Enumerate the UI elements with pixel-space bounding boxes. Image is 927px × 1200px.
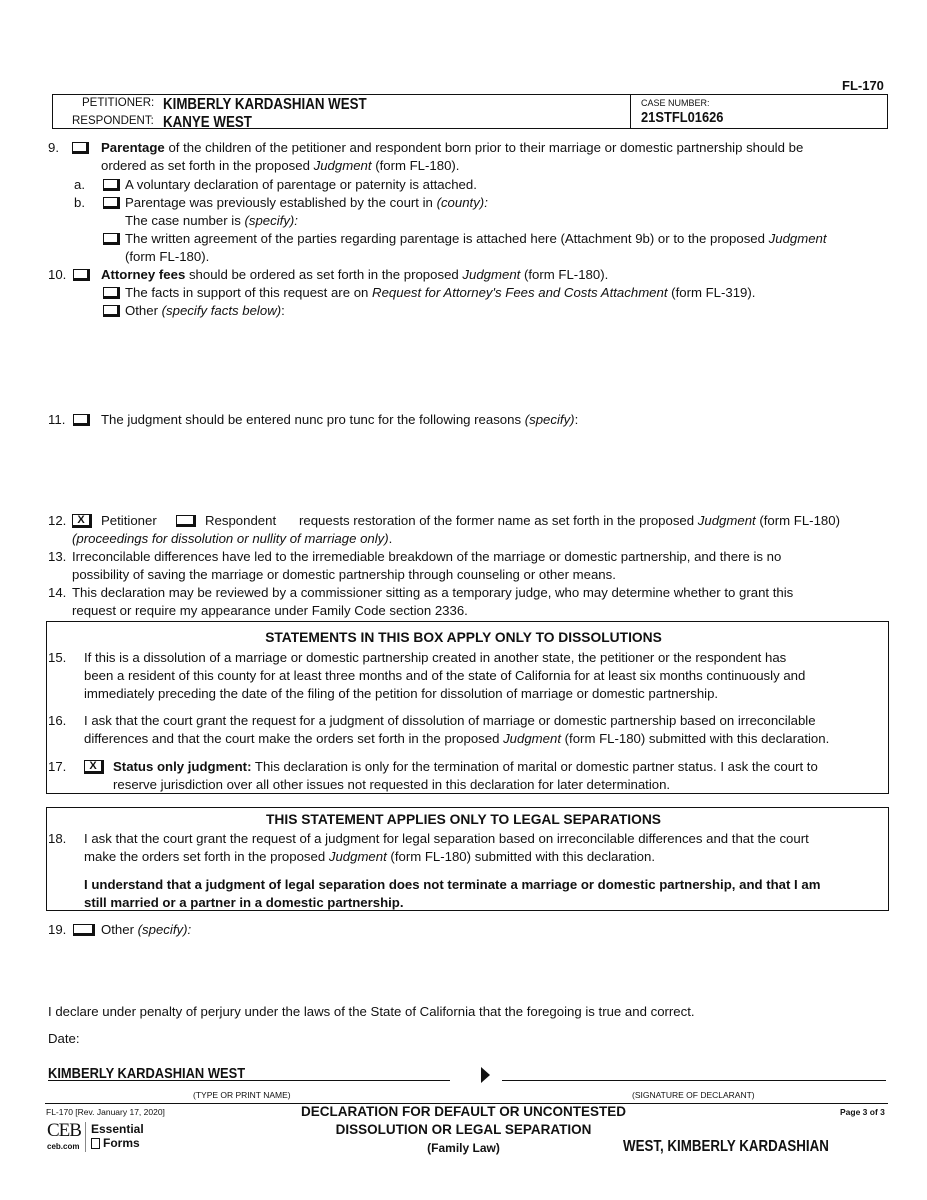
- form-revision: FL-170 [Rev. January 17, 2020]: [46, 1107, 165, 1117]
- item15-line3: immediately preceding the date of the filing of the petition for dissolution of marriage or domestic partnership.: [84, 686, 719, 701]
- item10-other-text: Other (specify facts below):: [125, 303, 285, 318]
- item12-text: requests restoration of the former name as set forth in the proposed Judgment (form FL-180): [299, 513, 840, 528]
- item13-number: 13.: [48, 549, 67, 564]
- respondent-name: KANYE WEST: [163, 114, 252, 131]
- item10-line1: Attorney fees should be ordered as set forth in the proposed Judgment (form FL-180).: [101, 267, 609, 282]
- item12-note: (proceedings for dissolution or nullity of marriage only).: [72, 531, 393, 546]
- item18-bold-line2: still married or a partner in a domestic partnership.: [84, 895, 404, 910]
- item12-petitioner-label: Petitioner: [101, 513, 157, 528]
- dissolution-heading: STATEMENTS IN THIS BOX APPLY ONLY TO DISSOLUTIONS: [265, 630, 662, 645]
- item9b-label: b.: [74, 195, 85, 210]
- petitioner-label: PETITIONER:: [82, 97, 155, 109]
- ceb-url: ceb.com: [47, 1142, 80, 1151]
- essential-label: Essential: [91, 1122, 144, 1136]
- declaration-text: I declare under penalty of perjury under the laws of the State of California that the foregoing is true and correct.: [48, 1004, 695, 1019]
- page-number: Page 3 of 3: [840, 1107, 885, 1117]
- item9b-checkbox[interactable]: [103, 197, 120, 209]
- item13-line2: possibility of saving the marriage or domestic partnership through counseling or other means.: [72, 567, 616, 582]
- item9b-agreement-line1: The written agreement of the parties regarding parentage is attached here (Attachment 9b) or to the proposed Judgment: [125, 231, 827, 246]
- name-caption: (TYPE OR PRINT NAME): [193, 1090, 291, 1100]
- item17-checkbox[interactable]: X: [84, 760, 104, 774]
- item12-respondent-checkbox[interactable]: [176, 515, 196, 527]
- item14-line1: This declaration may be reviewed by a commissioner sitting as a temporary judge, who may determine whether to grant this: [72, 585, 794, 600]
- printed-name: KIMBERLY KARDASHIAN WEST: [48, 1065, 246, 1082]
- item12-respondent-label: Respondent: [205, 513, 277, 528]
- item9a-label: a.: [74, 177, 85, 192]
- item17-number: 17.: [48, 759, 67, 774]
- item14-number: 14.: [48, 585, 67, 600]
- item9-number: 9.: [48, 140, 59, 155]
- respondent-label: RESPONDENT:: [72, 115, 154, 127]
- forms-label: Forms: [103, 1136, 140, 1150]
- caption-divider: [630, 94, 631, 129]
- item12-petitioner-checkbox[interactable]: X: [72, 514, 92, 528]
- logo-divider: [85, 1122, 86, 1152]
- ceb-logo: CEB: [47, 1120, 81, 1141]
- item10-number: 10.: [48, 267, 67, 282]
- item9b-agreement-line2: (form FL-180).: [125, 249, 210, 264]
- petitioner-name: KIMBERLY KARDASHIAN WEST: [163, 96, 367, 113]
- item16-line1: I ask that the court grant the request for a judgment of dissolution of marriage or domestic partnership based on irreconcilable: [84, 713, 816, 728]
- item15-line2: been a resident of this county for at least three months and of the state of California for at least six months continuously and: [84, 668, 806, 683]
- item16-number: 16.: [48, 713, 67, 728]
- signature-caption: (SIGNATURE OF DECLARANT): [632, 1090, 755, 1100]
- item15-number: 15.: [48, 650, 67, 665]
- footer-case-name: WEST, KIMBERLY KARDASHIAN: [623, 1138, 829, 1155]
- item11-checkbox[interactable]: [73, 414, 90, 426]
- item16-line2: differences and that the court make the orders set forth in the proposed Judgment (form FL-180) submitted with this declaration.: [84, 731, 830, 746]
- item18-number: 18.: [48, 831, 67, 846]
- item19-text: Other (specify):: [101, 922, 192, 937]
- footer-title-line2: DISSOLUTION OR LEGAL SEPARATION: [335, 1122, 592, 1137]
- item18-bold-line1: I understand that a judgment of legal separation does not terminate a marriage or domestic partnership, and that I am: [84, 877, 821, 892]
- item11-text: The judgment should be entered nunc pro tunc for the following reasons (specify):: [101, 412, 579, 427]
- item9a-text: A voluntary declaration of parentage or paternity is attached.: [125, 177, 477, 192]
- item14-line2: request or require my appearance under Family Code section 2336.: [72, 603, 468, 618]
- date-label: Date:: [48, 1031, 80, 1046]
- item15-line1: If this is a dissolution of a marriage or domestic partnership created in another state, the petitioner or the respondent has: [84, 650, 787, 665]
- item18-line1: I ask that the court grant the request of a judgment for legal separation based on irreconcilable differences and that the court: [84, 831, 809, 846]
- item17-line2: reserve jurisdiction over all other issues not requested in this declaration for later determination.: [113, 777, 671, 792]
- case-number-value: 21STFL01626: [641, 109, 724, 126]
- item9-line2: ordered as set forth in the proposed Judgment (form FL-180).: [101, 158, 460, 173]
- case-number-label: CASE NUMBER:: [641, 98, 710, 108]
- footer-title-line3: (Family Law): [427, 1141, 500, 1155]
- item9b-case-number: The case number is (specify):: [125, 213, 298, 228]
- signature-line[interactable]: [502, 1080, 886, 1081]
- item9-line1: Parentage of the children of the petitioner and respondent born prior to their marriage or domestic partnership should be: [101, 140, 804, 155]
- item10-facts-text: The facts in support of this request are on Request for Attorney's Fees and Costs Attachment (form FL-319).: [125, 285, 756, 300]
- arrow-icon: [481, 1067, 490, 1083]
- item10-facts-checkbox[interactable]: [103, 287, 120, 299]
- item9b-agreement-checkbox[interactable]: [103, 233, 120, 245]
- item17-line1: Status only judgment: This declaration is only for the termination of marital or domestic partner status. I ask the court to: [113, 759, 818, 774]
- footer-title-line1: DECLARATION FOR DEFAULT OR UNCONTESTED: [301, 1104, 626, 1119]
- item19-checkbox[interactable]: [73, 924, 95, 936]
- forms-icon: [91, 1138, 100, 1149]
- form-id: FL-170: [842, 78, 884, 93]
- item12-number: 12.: [48, 513, 67, 528]
- item18-line2: make the orders set forth in the proposed Judgment (form FL-180) submitted with this declaration.: [84, 849, 656, 864]
- printed-name-line: [48, 1080, 450, 1081]
- item9-checkbox[interactable]: [72, 142, 89, 154]
- item9b-text: Parentage was previously established by the court in (county):: [125, 195, 488, 210]
- item11-number: 11.: [48, 412, 66, 427]
- separation-heading: THIS STATEMENT APPLIES ONLY TO LEGAL SEPARATIONS: [265, 812, 662, 827]
- item19-number: 19.: [48, 922, 67, 937]
- item10-other-checkbox[interactable]: [103, 305, 120, 317]
- item10-checkbox[interactable]: [73, 269, 90, 281]
- item13-line1: Irreconcilable differences have led to the irremediable breakdown of the marriage or domestic partnership, and there is no: [72, 549, 782, 564]
- item9a-checkbox[interactable]: [103, 179, 120, 191]
